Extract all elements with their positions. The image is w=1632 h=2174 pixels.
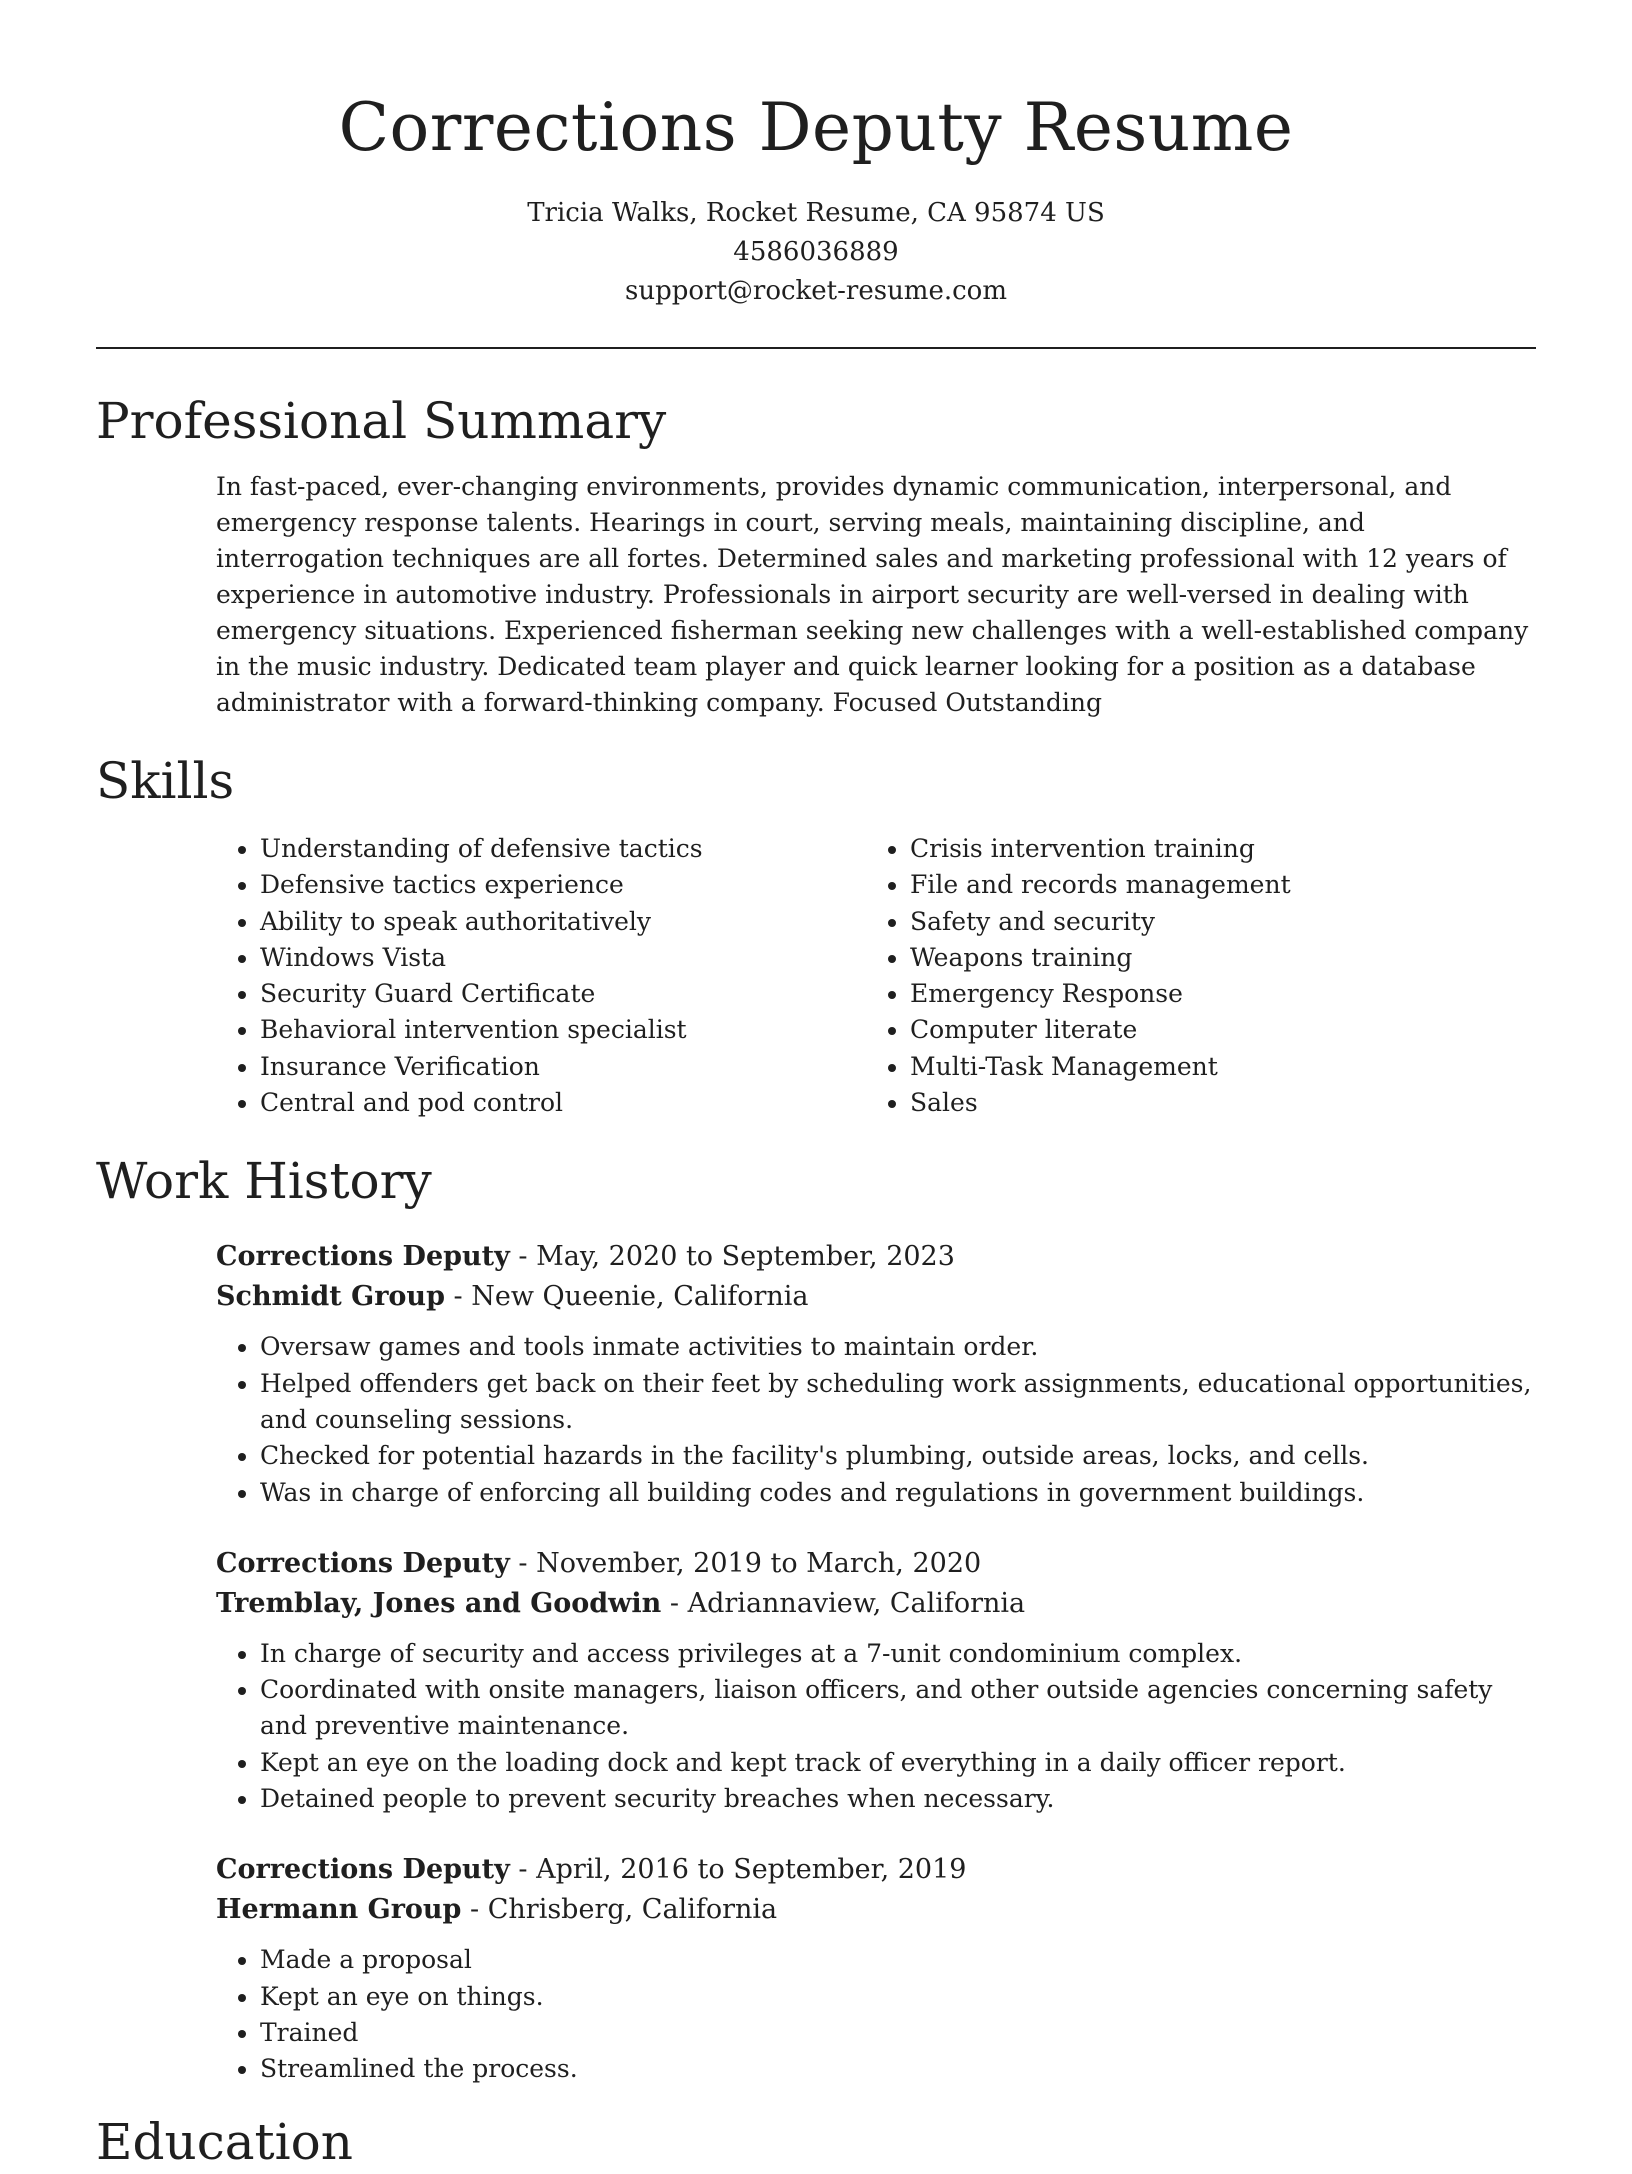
job-dates: - April, 2016 to September, 2019 bbox=[509, 1854, 967, 1886]
skill-item: • Crisis intervention training bbox=[910, 831, 1510, 867]
job-location: - Chrisberg, California bbox=[461, 1894, 778, 1926]
job-duties bbox=[216, 1942, 1536, 2087]
job-company-line bbox=[216, 1890, 1536, 1930]
skill-item: • Ability to speak authoritatively bbox=[260, 904, 866, 940]
job-duty: • Helped offenders get back on their feet by scheduling work assignments, educational opportunities, and counseling sessions. bbox=[260, 1366, 1536, 1439]
skill-item: • Safety and security bbox=[910, 904, 1510, 940]
job-role: Corrections Deputy bbox=[216, 1854, 510, 1886]
job-entry bbox=[216, 1237, 1536, 1510]
job-role: Corrections Deputy bbox=[216, 1241, 510, 1273]
skill-item: • Defensive tactics experience bbox=[260, 867, 866, 903]
job-title-line bbox=[216, 1850, 1536, 1890]
job-location: - Adriannaview, California bbox=[661, 1587, 1026, 1619]
skill-item: • Security Guard Certificate bbox=[260, 976, 866, 1012]
job-duty: • Streamlined the process. bbox=[260, 2051, 1536, 2087]
skills-column-left bbox=[216, 831, 866, 1121]
job-company: Tremblay, Jones and Goodwin bbox=[216, 1587, 662, 1619]
job-entry bbox=[216, 1850, 1536, 2087]
job-duty: • Kept an eye on things. bbox=[260, 1979, 1536, 2015]
contact-email: support@rocket-resume.com bbox=[624, 276, 1007, 306]
job-duty: • Coordinated with onsite managers, liaison officers, and other outside agencies concerning safety and preventive maintenance. bbox=[260, 1672, 1536, 1745]
job-duty: • Trained bbox=[260, 2015, 1536, 2051]
job-duty: • Oversaw games and tools inmate activities to maintain order. bbox=[260, 1329, 1536, 1365]
contact-block bbox=[96, 194, 1536, 311]
job-company: Schmidt Group bbox=[216, 1281, 445, 1313]
summary-heading: Professional Summary bbox=[96, 392, 667, 450]
skill-item: • Weapons training bbox=[910, 940, 1510, 976]
skill-item: • Multi-Task Management bbox=[910, 1049, 1510, 1085]
job-duty: • Detained people to prevent security breaches when necessary. bbox=[260, 1781, 1536, 1817]
skill-item: • Behavioral intervention specialist bbox=[260, 1012, 866, 1048]
job-duty: • Kept an eye on the loading dock and kept track of everything in a daily officer report. bbox=[260, 1745, 1536, 1781]
job-duty: • Made a proposal bbox=[260, 1942, 1536, 1978]
skill-item: • Understanding of defensive tactics bbox=[260, 831, 866, 867]
skill-item: • Windows Vista bbox=[260, 940, 866, 976]
education-heading: Education bbox=[96, 2112, 353, 2171]
job-entry bbox=[216, 1544, 1536, 1817]
resume-page bbox=[96, 0, 1536, 2174]
skills-list bbox=[216, 831, 1536, 1121]
job-company: Hermann Group bbox=[216, 1894, 462, 1926]
job-duty: • Was in charge of enforcing all building codes and regulations in government buildings. bbox=[260, 1475, 1536, 1511]
work-history-heading: Work History bbox=[96, 1152, 432, 1211]
skill-item: • Insurance Verification bbox=[260, 1049, 866, 1085]
skill-item: • File and records management bbox=[910, 867, 1510, 903]
skill-item: • Central and pod control bbox=[260, 1085, 866, 1121]
header-divider bbox=[96, 347, 1536, 349]
job-duty: • In charge of security and access privileges at a 7-unit condominium complex. bbox=[260, 1636, 1536, 1672]
contact-address: Tricia Walks, Rocket Resume, CA 95874 US bbox=[527, 198, 1105, 228]
contact-phone: 4586036889 bbox=[733, 237, 899, 267]
job-duties bbox=[216, 1329, 1536, 1510]
job-title-line bbox=[216, 1237, 1536, 1277]
job-company-line bbox=[216, 1277, 1536, 1317]
job-title-line bbox=[216, 1544, 1536, 1584]
resume-header bbox=[96, 0, 1536, 311]
skill-item: • Computer literate bbox=[910, 1012, 1510, 1048]
skill-item: • Emergency Response bbox=[910, 976, 1510, 1012]
skill-item: • Sales bbox=[910, 1085, 1510, 1121]
skills-column-right bbox=[866, 831, 1510, 1121]
document-title: Corrections Deputy Resume bbox=[338, 89, 1294, 166]
job-duties bbox=[216, 1636, 1536, 1817]
job-company-line bbox=[216, 1584, 1536, 1624]
summary-text: In fast-paced, ever-changing environments, provides dynamic communication, interpersonal, and emergency response talents. Hearings in court, serving meals, maintaining discipline, and interrogation techniques are all fortes. Determined sales and marketing professional with 12 years of experience in automotive industry. Professionals in airport security are well-versed in dealing with emergency situations. Experienced fisherman seeking new challenges with a well-established company in the music industry. Dedicated team player and quick learner looking for a position as a database administrator with a forward-thinking company. Focused Outstanding bbox=[216, 472, 1529, 717]
job-duty: • Checked for potential hazards in the facility's plumbing, outside areas, locks, and cells. bbox=[260, 1438, 1536, 1474]
job-dates: - May, 2020 to September, 2023 bbox=[509, 1241, 955, 1273]
job-role: Corrections Deputy bbox=[216, 1547, 510, 1579]
job-dates: - November, 2019 to March, 2020 bbox=[509, 1547, 982, 1579]
skills-heading: Skills bbox=[96, 752, 235, 810]
job-location: - New Queenie, California bbox=[444, 1281, 809, 1313]
